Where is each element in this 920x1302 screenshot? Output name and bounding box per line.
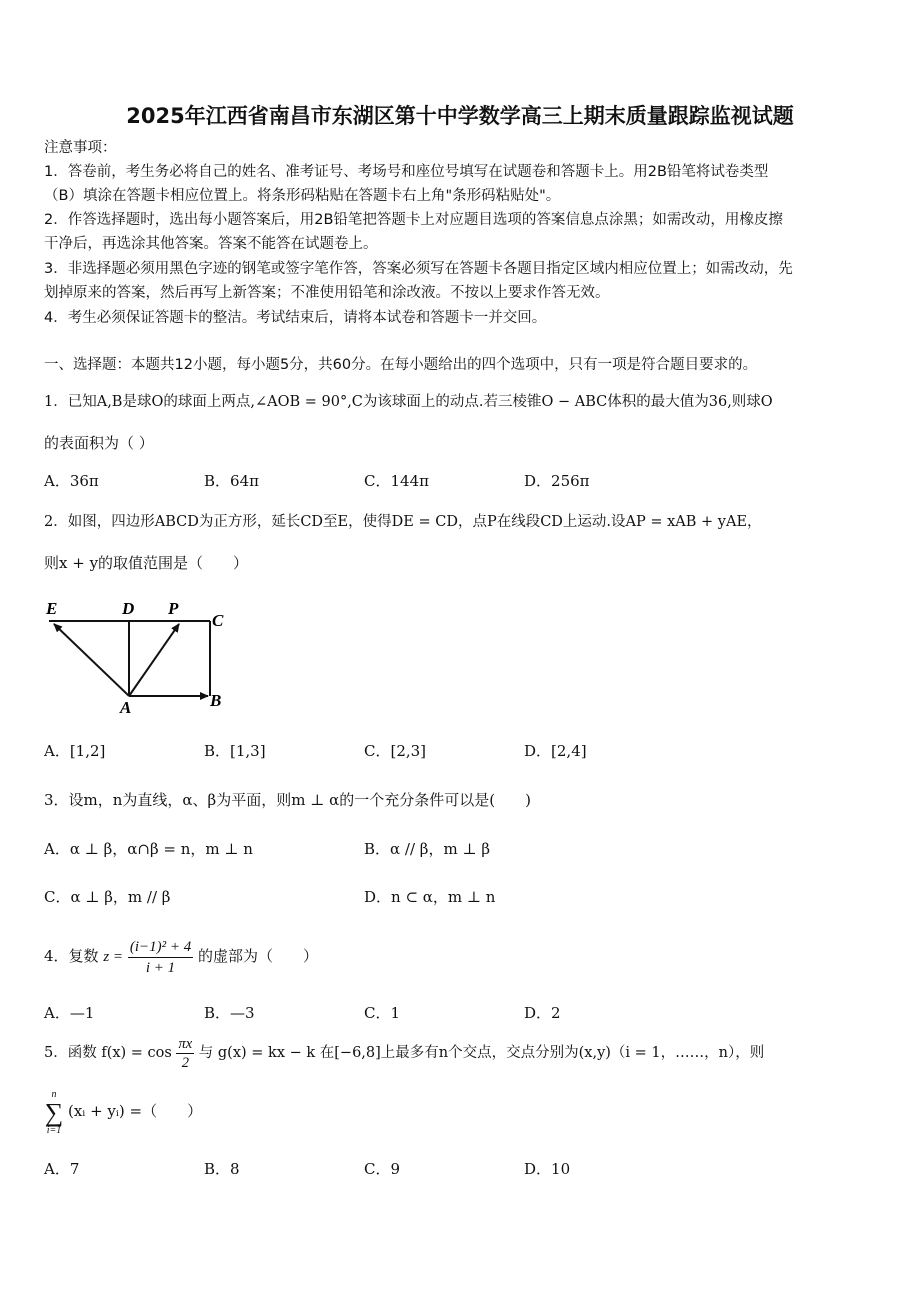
notice-line: （B）填涂在答题卡相应位置上。将条形码粘贴在答题卡右上角"条形码粘贴处"。 bbox=[44, 188, 561, 204]
label-d: D bbox=[122, 599, 135, 618]
notice-line: 2．作答选择题时，选出每小题答案后，用2B铅笔把答题卡上对应题目选项的答案信息点涂黑；如需改动，用橡皮擦 bbox=[44, 212, 783, 228]
q5-option-a: A．7 bbox=[44, 1160, 80, 1178]
q4-stem bbox=[44, 936, 318, 978]
q5-suffix: 与 g(x) = kx − k 在[−6,8]上最多有n个交点，交点分别为(x,y)（i = 1，……，n），则 bbox=[198, 1045, 765, 1061]
label-a: A bbox=[120, 698, 132, 716]
q5-sum-expr: (xᵢ + yᵢ) =（ ） bbox=[68, 1102, 203, 1120]
q4-denominator: i + 1 bbox=[145, 959, 176, 976]
q3-option-c: C．α ⊥ β，m // β bbox=[44, 888, 171, 906]
q5-option-d: D．10 bbox=[524, 1160, 571, 1178]
q1-option-b: B．64π bbox=[204, 472, 259, 490]
q5-option-c: C．9 bbox=[364, 1160, 401, 1178]
q1-option-c: C．144π bbox=[364, 472, 429, 490]
notice-heading: 注意事项： bbox=[44, 140, 117, 156]
q1-option-a: A．36π bbox=[44, 472, 99, 490]
notice-line: 干净后，再选涂其他答案。答案不能答在试题卷上。 bbox=[44, 236, 378, 252]
q1-option-d: D．256π bbox=[524, 472, 590, 490]
q4-prefix: 4．复数 bbox=[44, 947, 99, 965]
q1-stem: 1．已知A,B是球O的球面上两点,∠AOB = 90°,C为该球面上的动点.若三棱锥O − ABC体积的最大值为36,则球O bbox=[44, 394, 773, 410]
q5-option-b: B．8 bbox=[204, 1160, 240, 1178]
q2-option-a: A．[1,2] bbox=[44, 742, 106, 760]
vector-ae bbox=[54, 624, 129, 696]
notice-line: 1．答卷前，考生务必将自己的姓名、准考证号、考场号和座位号填写在试题卷和答题卡上。用2B铅笔将试卷类型 bbox=[44, 164, 769, 180]
label-c: C bbox=[212, 611, 224, 630]
section-heading: 一、选择题：本题共12小题，每小题5分，共60分。在每小题给出的四个选项中，只有一项是符合题目要求的。 bbox=[44, 357, 758, 373]
q5-prefix: 5．函数 f(x) = cos bbox=[44, 1045, 172, 1061]
q2-stem-cont: 则x + y的取值范围是（ ） bbox=[44, 554, 249, 572]
label-e: E bbox=[46, 599, 58, 618]
q5-numerator: πx bbox=[178, 1035, 193, 1052]
q3-option-a: A．α ⊥ β，α∩β = n，m ⊥ n bbox=[44, 840, 253, 858]
label-p: P bbox=[168, 599, 179, 618]
q2-option-c: C．[2,3] bbox=[364, 742, 427, 760]
notice-line: 3．非选择题必须用黑色字迹的钢笔或签字笔作答，答案必须写在答题卡各题目指定区域内相应位置上；如需改动，先 bbox=[44, 261, 793, 277]
q2-option-b: B．[1,3] bbox=[204, 742, 266, 760]
q4-option-a: A．—1 bbox=[44, 1004, 95, 1022]
square-figure bbox=[40, 596, 240, 716]
label-b: B bbox=[210, 691, 222, 710]
q5-summation bbox=[44, 1090, 64, 1136]
q4-fraction bbox=[128, 937, 193, 978]
sigma-icon: ∑ bbox=[44, 1098, 64, 1127]
q4-option-d: D．2 bbox=[524, 1004, 561, 1022]
q3-option-b: B．α // β，m ⊥ β bbox=[364, 840, 491, 858]
q5-sum-bottom: i=1 bbox=[46, 1125, 62, 1136]
q3-option-d: D．n ⊂ α，m ⊥ n bbox=[364, 888, 496, 906]
q3-stem: 3．设m，n为直线，α、β为平面，则m ⊥ α的一个充分条件可以是( ) bbox=[44, 791, 531, 809]
q5-fraction bbox=[176, 1035, 194, 1072]
q5-stem bbox=[44, 1033, 764, 1073]
q2-option-d: D．[2,4] bbox=[524, 742, 587, 760]
q4-option-b: B．—3 bbox=[204, 1004, 255, 1022]
notice-line: 划掉原来的答案，然后再写上新答案；不准使用铅笔和涂改液。不按以上要求作答无效。 bbox=[44, 285, 610, 301]
notice-line: 4．考生必须保证答题卡的整洁。考试结束后，请将本试卷和答题卡一并交回。 bbox=[44, 310, 547, 326]
q5-sum-top: n bbox=[51, 1089, 57, 1100]
q4-numerator: (i−1)² + 4 bbox=[128, 937, 193, 958]
q4-z: z = bbox=[103, 949, 124, 965]
vector-ap bbox=[129, 624, 179, 696]
q4-option-c: C．1 bbox=[364, 1004, 401, 1022]
q2-stem: 2．如图，四边形ABCD为正方形，延长CD至E，使得DE = CD，点P在线段CD上运动.设AP = xAB + yAE， bbox=[44, 514, 762, 530]
page-title: 2025年江西省南昌市东湖区第十中学数学高三上期末质量跟踪监视试题 bbox=[126, 104, 794, 128]
q1-stem-cont: 的表面积为（ ） bbox=[44, 434, 154, 452]
q4-suffix: 的虚部为（ ） bbox=[198, 947, 319, 965]
q5-denominator: 2 bbox=[181, 1054, 189, 1071]
